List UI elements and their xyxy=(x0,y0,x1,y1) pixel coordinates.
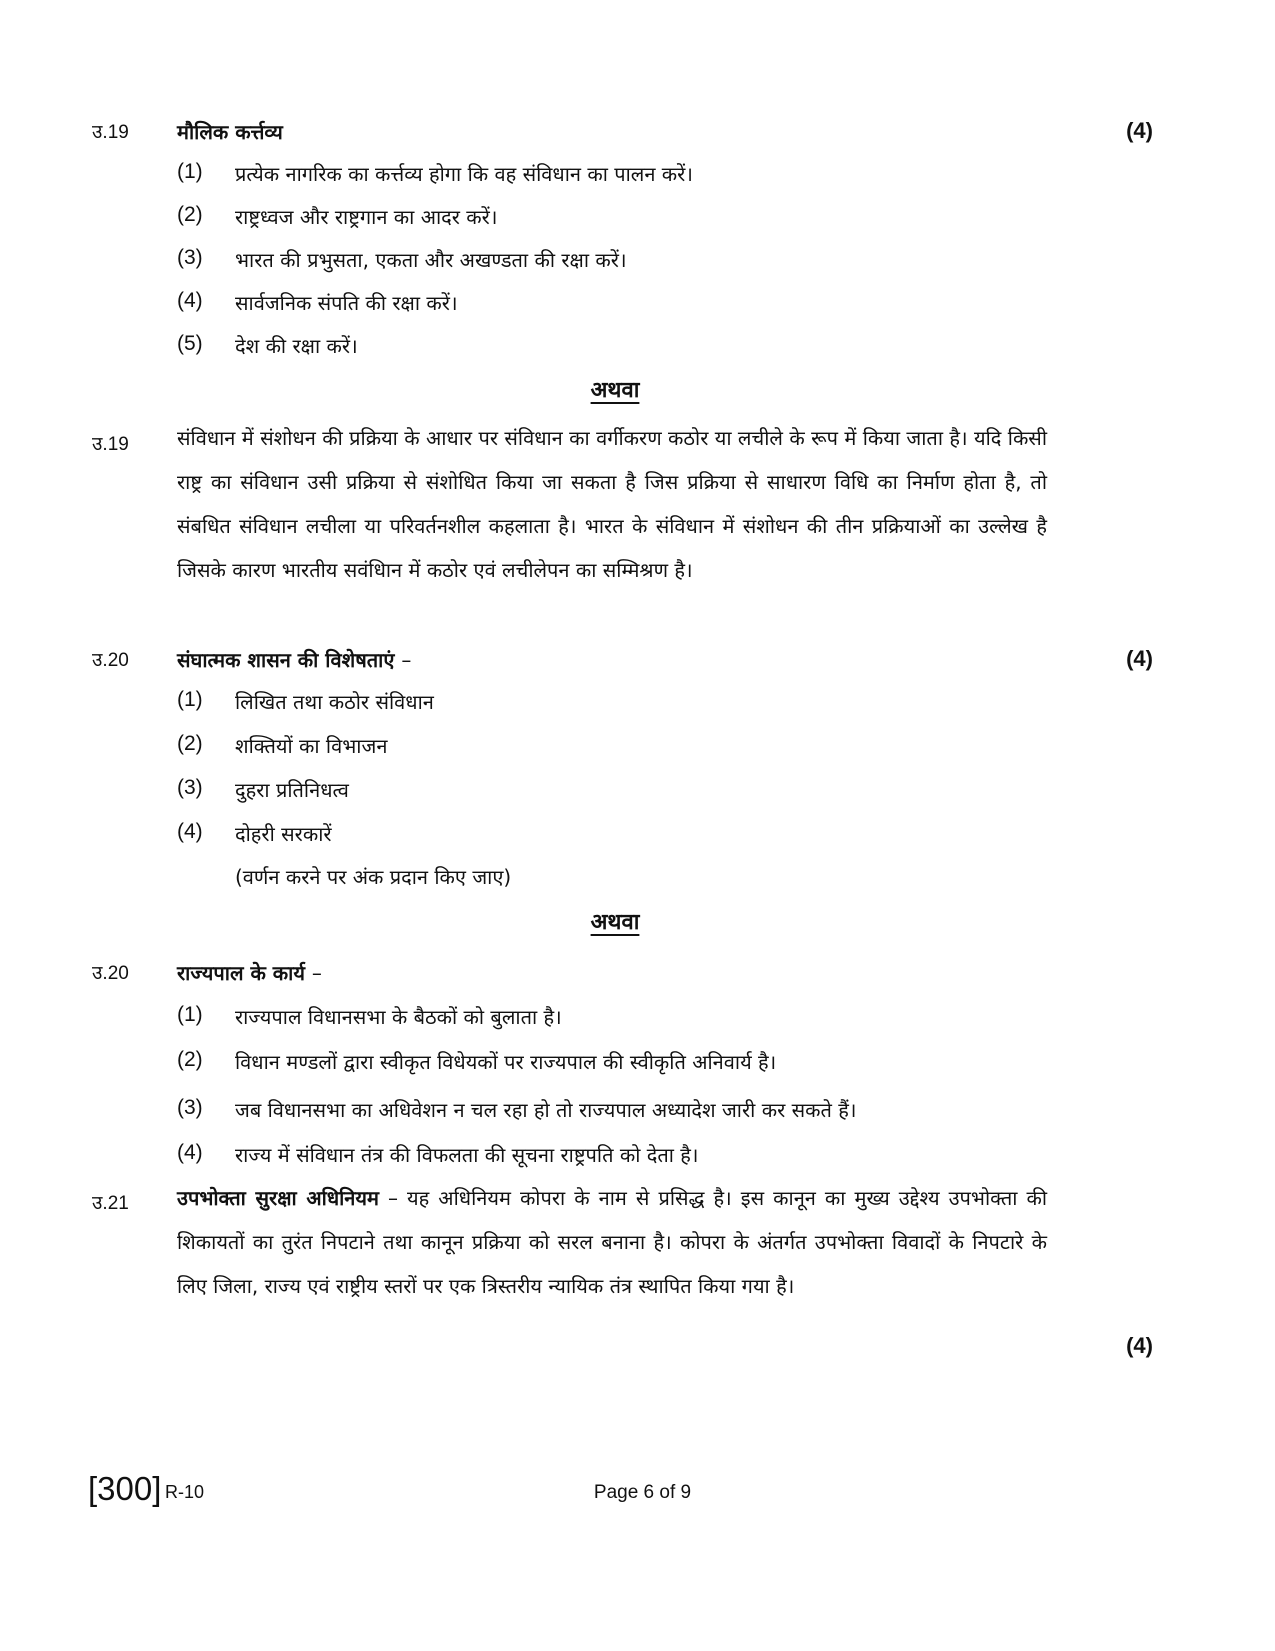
page-number: Page 6 of 9 xyxy=(593,1482,692,1503)
item-text: राष्ट्रध्वज और राष्ट्रगान का आदर करें। xyxy=(235,205,498,229)
item-text: राज्य में संविधान तंत्र की विफलता की सूचना राष्ट्रपति को देता है। xyxy=(235,1143,699,1167)
item-number: (1) xyxy=(177,160,203,183)
item-text: देश की रक्षा करें। xyxy=(235,334,358,358)
item-text: लिखित तथा कठोर संविधान xyxy=(235,690,434,714)
item-number: (1) xyxy=(177,688,203,711)
question-heading: मौलिक कर्त्तव्य xyxy=(177,120,283,144)
question-heading: उपभोक्ता सुरक्षा अधिनियम xyxy=(177,1186,379,1210)
item-number: (3) xyxy=(177,776,203,799)
question-number: उ.20 xyxy=(92,650,129,671)
item-text: विधान मण्डलों द्वारा स्वीकृत विधेयकों पर राज्यपाल की स्वीकृति अनिवार्य है। xyxy=(235,1050,777,1074)
marking-note: (वर्णन करने पर अंक प्रदान किए जाए) xyxy=(235,865,512,889)
answer-paragraph: संविधान में संशोधन की प्रक्रिया के आधार पर संविधान का वर्गीकरण कठोर या लचीले के रूप में किया जाता है। यदि किसी राष्ट्र का संविधान उसी प्रक्रिया से संशोधित किया जा सकता है जिस प्रक्रिया से साधारण विधि का निर्माण होता है, तो संबधित संविधान लचीला या परिवर्तनशील कहलाता है। भारत के संविधान में संशोधन की तीन प्रक्रियाओं का उल्लेख है जिसके कारण भारतीय सवंधिान में कठोर एवं लचीलेपन का सम्मिश्रण है। xyxy=(177,426,1047,582)
paper-code: [300] xyxy=(88,1470,162,1507)
question-number: उ.19 xyxy=(92,122,129,143)
item-number: (5) xyxy=(177,332,203,355)
paper-subcode: R-10 xyxy=(165,1482,205,1502)
question-number: उ.19 xyxy=(92,434,129,455)
item-number: (4) xyxy=(177,1141,203,1164)
item-text: प्रत्येक नागरिक का कर्त्तव्य होगा कि वह संविधान का पालन करें। xyxy=(235,162,693,186)
item-number: (2) xyxy=(177,203,203,226)
item-text: राज्यपाल विधानसभा के बैठकों को बुलाता है। xyxy=(235,1005,562,1029)
marks-label: (4) xyxy=(1126,118,1153,143)
item-number: (3) xyxy=(177,1096,203,1119)
item-text: जब विधानसभा का अधिवेशन न चल रहा हो तो राज्यपाल अध्यादेश जारी कर सकते हैं। xyxy=(235,1098,857,1122)
item-number: (3) xyxy=(177,246,203,269)
marks-label: (4) xyxy=(1126,1333,1153,1358)
or-separator: अथवा xyxy=(590,910,640,935)
dash: – xyxy=(311,961,322,985)
item-text: भारत की प्रभुसता, एकता और अखण्डता की रक्षा करें। xyxy=(235,248,627,272)
question-heading: राज्यपाल के कार्य – xyxy=(177,961,322,985)
dash: – xyxy=(401,648,412,672)
item-text: दुहरा प्रतिनिधत्व xyxy=(235,778,349,802)
marks-label: (4) xyxy=(1126,646,1153,671)
item-number: (4) xyxy=(177,289,203,312)
item-number: (4) xyxy=(177,820,203,843)
item-number: (1) xyxy=(177,1003,203,1026)
item-text: शक्तियों का विभाजन xyxy=(235,734,388,758)
item-number: (2) xyxy=(177,1048,203,1071)
question-number: उ.20 xyxy=(92,963,129,984)
or-separator: अथवा xyxy=(590,378,640,403)
item-text: सार्वजनिक संपति की रक्षा करें। xyxy=(235,291,458,315)
question-number: उ.21 xyxy=(92,1193,129,1214)
answer-paragraph xyxy=(177,1176,1047,1308)
item-text: दोहरी सरकारें xyxy=(235,822,332,846)
question-heading: संघात्मक शासन की विशेषताएं – xyxy=(177,648,412,672)
item-number: (2) xyxy=(177,732,203,755)
answer-text: – यह अधिनियम कोपरा के नाम से प्रसिद्ध है। इस कानून का मुख्य उद्देश्य उपभोक्ता की शिकायतों का तुरंत निपटाने तथा कानून प्रक्रिया को सरल बनाना है। कोपरा के अंतर्गत उपभोक्ता विवादों के निपटारे के लिए जिला, राज्य एवं राष्ट्रीय स्तरों पर एक त्रिस्तरीय न्यायिक तंत्र स्थापित किया गया है। xyxy=(177,1186,1048,1298)
